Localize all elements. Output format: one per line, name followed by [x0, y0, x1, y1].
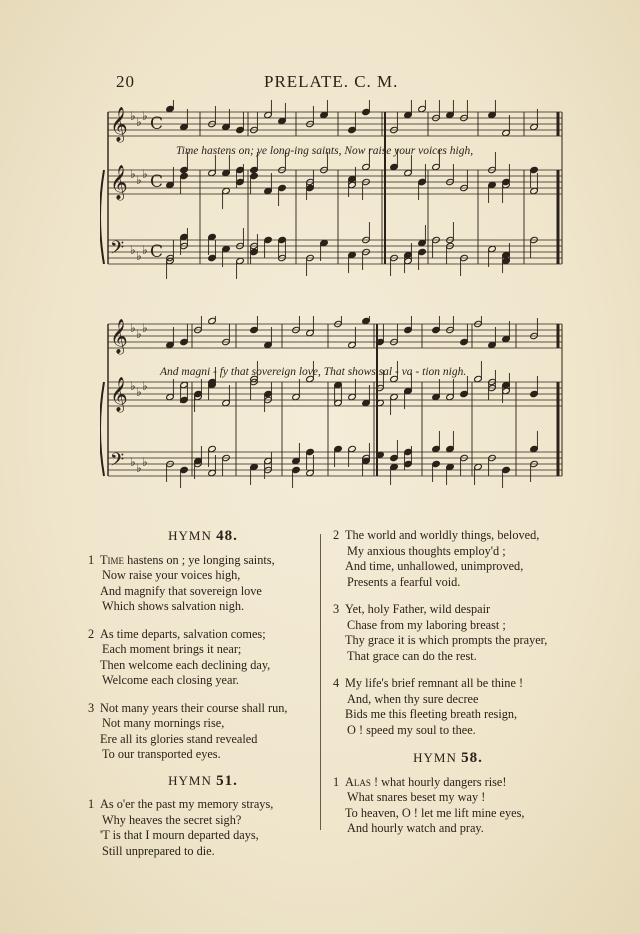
stanza: 2 As time departs, salvation comes; Each moment brings it near; Then welcome each declining day, Welcome each closing year.: [88, 626, 271, 687]
hymn-heading: HYMN 51.: [168, 772, 238, 789]
flat-icon: ♭: [142, 321, 148, 335]
flat-icon: ♭: [130, 455, 136, 469]
clef-icon: 𝄞: [110, 107, 128, 142]
music-system-1: [100, 100, 570, 300]
column-divider: [320, 534, 321, 830]
tune-title: PRELATE. C. M.: [264, 72, 399, 91]
brace: [100, 170, 104, 264]
stanza: 2 The world and worldly things, beloved, My anxious thoughts employ'd ; And time, unhallowed, unimproved, Presents a fearful void.: [333, 528, 540, 589]
flat-icon: ♭: [142, 243, 148, 257]
flat-icon: ♭: [136, 385, 142, 399]
flat-icon: ♭: [142, 455, 148, 469]
flat-icon: ♭: [130, 379, 136, 393]
music-notation: [100, 100, 570, 300]
hymn-column-right: [333, 528, 563, 849]
lyrics-line-2: And magni - fy that sovereign love, That shows sal - va - tion nigh.: [160, 366, 467, 378]
flat-icon: ♭: [142, 167, 148, 181]
stanza: 3 Not many years their course shall run, Not many mornings rise, Ere all its glories stand revealed To our transported eyes.: [88, 700, 288, 761]
page-number: 20: [116, 72, 135, 91]
stanza: 3 Yet, holy Father, wild despair Chase from my laboring breast ; Thy grace it is which prompts the prayer, That grace can do the rest.: [333, 602, 548, 663]
flat-icon: ♭: [130, 167, 136, 181]
flat-icon: ♭: [130, 243, 136, 257]
lyrics-line-1: Time hastens on; ye long-ing saints, Now raise your voices high,: [176, 145, 474, 157]
flat-icon: ♭: [130, 321, 136, 335]
stanza: 1 Alas ! what hourly dangers rise! What snares beset my way ! To heaven, O ! let me lift mine eyes, And hourly watch and pray.: [333, 774, 525, 835]
brace: [100, 382, 104, 476]
time-signature: C: [150, 114, 164, 134]
stanza: 1 As o'er the past my memory strays, Why heaves the secret sigh? 'T is that I mourn departed days, Still unprepared to die.: [88, 797, 274, 858]
time-signature: C: [150, 172, 164, 192]
flat-icon: ♭: [136, 173, 142, 187]
stanza: 1 Time hastens on ; ye longing saints, Now raise your voices high, And magnify that sovereign love Which shows salvation nigh.: [88, 552, 275, 613]
clef-icon: 𝄢: [110, 450, 125, 475]
flat-icon: ♭: [136, 327, 142, 341]
flat-icon: ♭: [142, 109, 148, 123]
clef-icon: 𝄢: [110, 238, 125, 263]
hymn-column-left: [88, 528, 318, 871]
music-notation: [100, 316, 570, 516]
clef-icon: 𝄞: [110, 377, 128, 412]
stanza: 4 My life's brief remnant all be thine ! And, when thy sure decree Bids me this fleeting breath resign, O ! speed my soul to thee.: [333, 676, 524, 737]
music-system-2: [100, 316, 570, 516]
flat-icon: ♭: [136, 249, 142, 263]
clef-icon: 𝄞: [110, 319, 128, 354]
clef-icon: 𝄞: [110, 165, 128, 200]
flat-icon: ♭: [136, 115, 142, 129]
hymn-heading: HYMN 58.: [413, 750, 483, 766]
hymn-heading: HYMN 48.: [168, 528, 238, 544]
time-signature: C: [150, 242, 164, 262]
flat-icon: ♭: [136, 461, 142, 475]
flat-icon: ♭: [142, 379, 148, 393]
flat-icon: ♭: [130, 109, 136, 123]
